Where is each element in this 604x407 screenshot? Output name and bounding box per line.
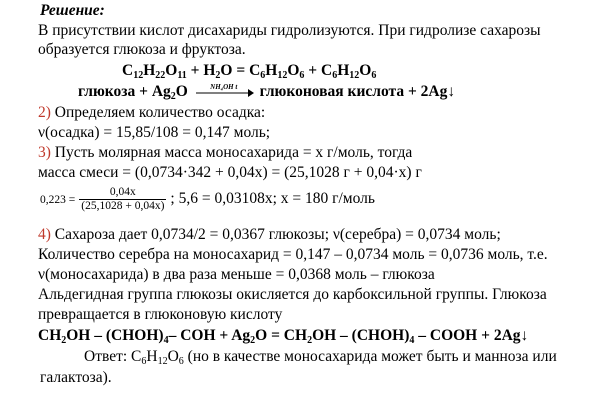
intro-line-2: образуется глюкоза и фруктоза. — [38, 41, 246, 58]
reaction-arrow — [194, 83, 254, 101]
answer-line-2: галактоза). — [40, 369, 112, 386]
fraction: $\frac{0,04x}{(25,1028 + 0,04x)}$ — [81, 186, 165, 212]
step-4-line-3: ν(моносахарида) в два раза меньше = 0,0368 моль – глюкоза — [38, 266, 435, 283]
step-4-line-5: превращается в глюконовую кислоту — [38, 306, 283, 323]
step-2-line: 2) Определяем количество осадка: — [38, 104, 266, 121]
step-4-line-4: Альдегидная группа глюкозы окисляется до карбоксильной группы. Глюкоза — [38, 286, 547, 303]
heading: Решение: — [40, 2, 105, 19]
step-3-number: 3) — [38, 144, 51, 161]
step-3-fraction-line: 0,223 = $\frac{0,04x}{(25,1028 + 0,04x)}$ ; 5,6 = 0,03108x; x = 180 г/моль — [40, 186, 375, 212]
step-2-number: 2) — [38, 104, 51, 121]
step-4-line-1: 4) Сахароза дает 0,0734/2 = 0,0367 глюкозы; ν(серебра) = 0,0734 моль; — [38, 226, 501, 243]
intro-line-1: В присутствии кислот дисахариды гидролизуются. При гидролизе сахарозы — [38, 22, 541, 39]
step-4-line-2: Количество серебра на моносахарид = 0,147 – 0,0734 моль = 0,0736 моль, т.е. — [38, 246, 548, 263]
arrow-condition: NH₄OH t — [210, 83, 238, 92]
step-3-mass: масса смеси = (0,0734·342 + 0,04x) = (25,1028 г + 0,04·x) г — [38, 164, 422, 181]
answer-line-1: Ответ: $C_6H_{12}O_6$ (но в качестве моносахарида может быть и манноза или — [84, 348, 557, 367]
step-4-number: 4) — [38, 226, 51, 243]
equation-gluconic: $CH_2OH$ – $(CHOH)_4-$ COH + $Ag_2O = CH_2OH$ – $(CHOH)_4$ – COOH + 2Ag↓ — [38, 327, 529, 346]
equation-hydrolysis: $C_{12}H_{22}O_{11} + H_2O = C_6H_{12}O_6 + C_6H_{12}O_6$ — [122, 62, 377, 81]
step-3-line: 3) Пусть молярная масса моносахарида = х г/моль, тогда — [38, 144, 413, 161]
step-2-calc: ν(осадка) = 15,85/108 = 0,147 моль; — [38, 124, 271, 141]
equation-oxidation: глюкоза + $Ag_2O$ NH₄OH t глюконовая кислота + 2Ag↓ — [78, 83, 455, 101]
